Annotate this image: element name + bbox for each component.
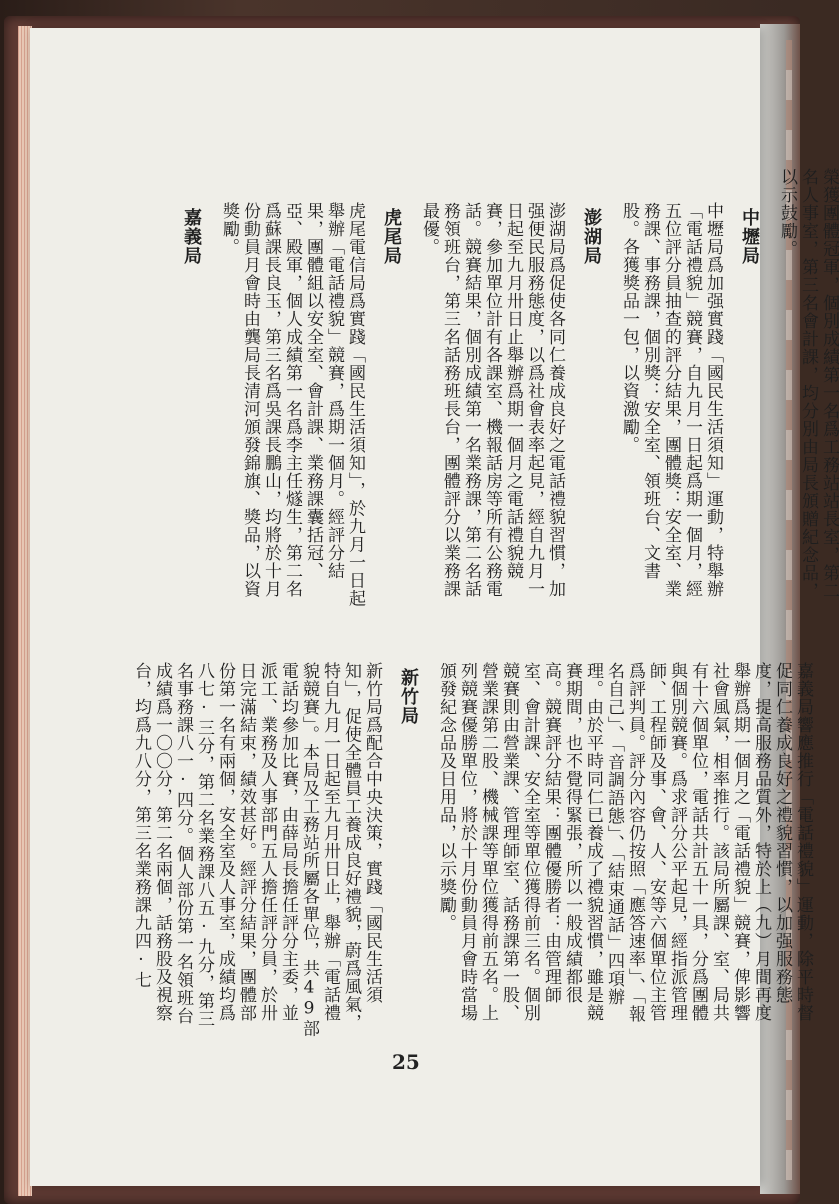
paragraph-chiayi-tail: 榮獲團體冠軍，個別成績第一名爲工務站站長室，第二名人事室，第三名會計課，均分別由局長頒贈紀念品，以示鼓勵。 — [777, 168, 839, 600]
heading-zhongli: 中壢局 — [739, 208, 760, 265]
heading-penghu: 澎湖局 — [581, 208, 602, 265]
book-page — [30, 28, 839, 1186]
page-number: 25 — [392, 1050, 420, 1074]
paragraph-hsinchu: 新竹局爲配合中央決策，實踐「國民生活須知」，促使全體員工養成良好禮貌，蔚爲風氣，特自九月一日起至九月卅日止，舉辦「電話禮貌競賽」。本局及工務站所屬各單位，共49部電話均參加比賽，由薛局長擔任評分主委，並派工、業務及人事部門五人擔任評分員，於卅日完滿結束，績效甚好。經評分結果，團體部份第一名有兩個，安全室及人事室，成績均爲八七·三分，第二名業務課八五·九分，第三名事務課八一·四分。個人部份第一名領班台成績爲一〇〇分，第二名兩個，話務股及視察台，均爲九八分，第三名業務課九四·七 — [131, 662, 382, 1038]
top-text-block — [165, 168, 839, 608]
heading-chiayi: 嘉義局 — [181, 208, 202, 265]
paragraph-huwei: 虎尾電信局爲實踐「國民生活須知」，於九月一日起舉辦「電話禮貌」競賽，爲期一個月。經評分結果，團體組以安全室、會計課、業務課囊括冠、亞、殿軍，個人成績第一名爲李主任燧生，第二名爲蘇課長良玉，第三名爲吳課長鵬山，均將於十月份動員月會時由龔局長清河頒發錦旗、獎品，以資獎勵。 — [219, 202, 365, 608]
heading-hsinchu: 新竹局 — [398, 668, 419, 725]
paragraph-penghu: 澎湖局爲促使各同仁養成良好之電話禮貌習慣，加强便民服務態度，以爲社會表率起見，經自九月一日起至九月卅日止舉辦爲期一個月之電話禮貌競賽，參加單位計有各課室、機報話房等所有公務電話。競賽結果，個別成績第一名業務課，第二名話務領班台，第三名話務班長台，團體評分以業務課最優。 — [419, 202, 565, 598]
bottom-text-block — [130, 628, 813, 1038]
paragraph-chiayi: 嘉義局響應推行「電話禮貌」運動，除平時督促同仁養成良好之禮貌習慣，以加强服務態度，提高服務品質外，特於上（九）月間再度舉辦爲期一個月之「電話禮貌」競賽，俾影響社會風氣，相率推行。該局所屬課、室、局共有十六個單位，電話共計五十一具，分爲團體與個別競賽。爲求評分公平起見，經指派管理師、工程師及事、會、人、安等六個單位主管爲評判員。評分內容仍按照「應答速率」、「報名自己」、「音調語態」、「結束通話」四項辦理。由於平時同仁已養成了禮貌習慣，雖是競賽期間，也不覺得緊張，所以一般成績都很高。競賽評分結果：團體優勝者：由管理師室、會計課、安全室等單位獲得前三名。個別競賽則由營業課、管理師室、話務課第一股、營業課第二股、機械課等單位獲得前五名。上列競賽優勝單位，將於十月份動員月會時當場頒發紀念品及日用品，以示獎勵。 — [436, 662, 813, 1023]
heading-huwei: 虎尾局 — [381, 208, 402, 265]
paragraph-zhongli: 中壢局爲加强實踐「國民生活須知」運動，特舉辦「電話禮貌」競賽，自九月一日起爲期一個月，經五位評分員抽查的評分結果，團體獎：安全室、業務課、事務課，個別獎：安全室、領班台、文書股。各獲獎品一包，以資激勵。 — [619, 202, 723, 598]
